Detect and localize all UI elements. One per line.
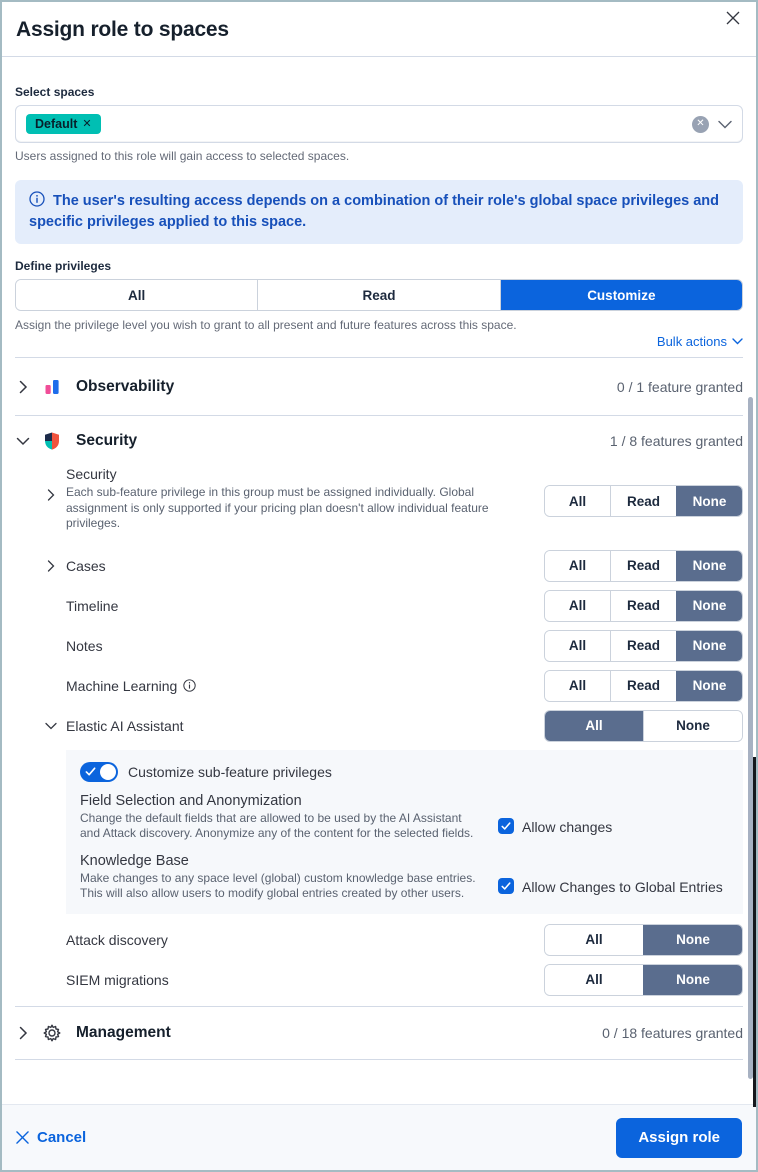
callout-text: The user's resulting access depends on a combination of their role's global space privileges and specific privileges applied to this space. — [29, 193, 720, 230]
cancel-button[interactable] — [16, 1129, 86, 1146]
all-button[interactable]: All — [545, 551, 610, 581]
privilege-help: Assign the privilege level you wish to grant to all present and future features across this space. — [15, 318, 517, 332]
feature-group-observability[interactable] — [15, 358, 743, 415]
define-privileges-label: Define privileges — [15, 259, 112, 273]
checkbox-label[interactable]: Allow Changes to Global Entries — [522, 878, 723, 895]
checkbox-checked-icon[interactable] — [498, 818, 514, 834]
feature-label-security: Security — [66, 466, 117, 482]
chevron-down-icon[interactable] — [15, 433, 31, 449]
subfeature-title: Knowledge Base — [80, 852, 189, 869]
feature-group-security[interactable] — [15, 416, 743, 466]
feature-label: Timeline — [66, 597, 119, 614]
space-badge-default[interactable] — [26, 114, 101, 135]
all-button[interactable]: All — [545, 591, 610, 621]
bulk-actions-row — [15, 334, 743, 349]
gear-icon — [42, 1023, 62, 1043]
space-badge-label: Default — [35, 116, 78, 131]
all-button[interactable]: All — [545, 965, 643, 995]
spaces-combobox[interactable] — [15, 105, 743, 143]
chevron-right-icon[interactable] — [43, 560, 59, 572]
feature-label-text: Machine Learning — [66, 677, 178, 694]
feature-row-cases — [15, 550, 743, 582]
security-icon — [42, 431, 62, 451]
granted-count: 0 / 18 features granted — [602, 1024, 743, 1041]
observability-icon — [42, 377, 62, 397]
remove-space-icon[interactable]: ✕ — [82, 117, 92, 130]
close-icon — [16, 1131, 29, 1144]
read-button[interactable]: Read — [610, 631, 676, 661]
feature-row-timeline — [15, 590, 743, 622]
modal-footer — [2, 1104, 756, 1170]
cases-privilege-group — [544, 550, 743, 582]
all-button[interactable]: All — [545, 631, 610, 661]
checkbox-checked-icon[interactable] — [498, 878, 514, 894]
all-button[interactable]: All — [545, 671, 610, 701]
feature-description: Each sub-feature privilege in this group must be assigned individually. Global assignment is only supported if your pricing plan doesn't allow individual feature privileges. — [66, 485, 489, 530]
info-icon — [29, 191, 45, 207]
none-button[interactable]: None — [643, 925, 742, 955]
siem-migrations-privilege-group — [544, 964, 743, 996]
feature-label: Elastic AI Assistant — [66, 717, 184, 734]
read-button[interactable]: Read — [610, 551, 676, 581]
read-button[interactable]: Read — [610, 671, 676, 701]
page-title: Assign role to spaces — [16, 18, 229, 41]
timeline-privilege-group — [544, 590, 743, 622]
bulk-actions-button[interactable] — [657, 334, 743, 349]
cancel-label: Cancel — [37, 1129, 87, 1146]
all-button[interactable]: All — [545, 925, 643, 955]
privilege-customize-button[interactable]: Customize — [500, 280, 742, 310]
toggle-knob — [100, 764, 116, 780]
toggle-label: Customize sub-feature privileges — [128, 763, 332, 780]
chevron-down-icon[interactable] — [43, 722, 59, 730]
none-button[interactable]: None — [676, 551, 742, 581]
ml-privilege-group — [544, 670, 743, 702]
all-button[interactable]: All — [545, 711, 643, 741]
none-button[interactable]: None — [643, 711, 742, 741]
privilege-level-group — [15, 279, 743, 311]
sub-feature-panel — [66, 750, 743, 914]
assign-role-button[interactable]: Assign role — [616, 1118, 742, 1158]
feature-row-siem-migrations — [15, 964, 743, 996]
divider — [15, 1059, 743, 1060]
bulk-actions-label: Bulk actions — [656, 334, 727, 349]
page-scrollbar-thumb[interactable] — [753, 757, 756, 1107]
attack-discovery-privilege-group — [544, 924, 743, 956]
customize-subfeature-toggle[interactable] — [80, 762, 118, 782]
group-title: Management — [76, 1023, 171, 1041]
info-icon[interactable] — [183, 679, 196, 692]
privilege-all-button[interactable]: All — [16, 280, 257, 310]
access-info-callout — [15, 180, 743, 244]
feature-label: Attack discovery — [66, 931, 168, 948]
modal-header — [2, 2, 756, 57]
group-title: Security — [76, 432, 138, 449]
ai-assistant-privilege-group — [544, 710, 743, 742]
feature-label — [66, 678, 196, 694]
none-button[interactable]: None — [676, 486, 742, 516]
feature-row-notes — [15, 630, 743, 662]
subfeature-block-field-selection — [80, 811, 727, 842]
feature-row-machine-learning — [15, 670, 743, 702]
group-title: Observability — [76, 377, 175, 395]
read-button[interactable]: Read — [610, 591, 676, 621]
subfeature-description: Make changes to any space level (global) custom knowledge base entries. This will also allow users to modify global entries created by other users. — [80, 870, 476, 900]
notes-privilege-group — [544, 630, 743, 662]
close-icon[interactable] — [724, 9, 742, 27]
none-button[interactable]: None — [676, 631, 742, 661]
feature-label: Cases — [66, 557, 106, 574]
granted-count: 1 / 8 features granted — [609, 433, 743, 449]
read-button[interactable]: Read — [610, 486, 676, 516]
chevron-right-icon[interactable] — [15, 1025, 31, 1041]
privilege-read-button[interactable]: Read — [257, 280, 499, 310]
allow-global-entries-checkbox-row — [498, 871, 723, 902]
feature-row-security — [15, 485, 743, 532]
feature-label: SIEM migrations — [66, 971, 169, 988]
checkbox-label[interactable]: Allow changes — [522, 818, 613, 835]
select-spaces-help: Users assigned to this role will gain access to selected spaces. — [15, 149, 350, 163]
feature-row-elastic-ai-assistant — [15, 710, 743, 742]
chevron-right-icon[interactable] — [15, 379, 31, 395]
feature-group-management[interactable] — [15, 1007, 743, 1059]
feature-label: Notes — [66, 637, 103, 654]
allow-changes-checkbox-row — [498, 811, 612, 842]
chevron-right-icon[interactable] — [43, 485, 59, 532]
clear-selection-icon[interactable]: ✕ — [692, 116, 709, 133]
feature-row-attack-discovery — [15, 924, 743, 956]
select-spaces-label: Select spaces — [15, 85, 95, 99]
subfeature-block-knowledge-base — [80, 871, 727, 902]
subfeature-title: Field Selection and Anonymization — [80, 792, 302, 809]
chevron-down-icon[interactable] — [718, 120, 732, 129]
all-button[interactable]: All — [545, 486, 610, 516]
none-button[interactable]: None — [676, 591, 742, 621]
none-button[interactable]: None — [676, 671, 742, 701]
check-icon — [85, 766, 96, 777]
granted-count: 0 / 1 feature granted — [616, 378, 743, 395]
modal-body — [2, 57, 756, 1104]
security-privilege-group — [544, 485, 743, 517]
customize-subfeature-row — [80, 762, 727, 782]
none-button[interactable]: None — [643, 965, 742, 995]
security-feature-table — [15, 466, 743, 996]
subfeature-description: Change the default fields that are allowed to be used by the AI Assistant and Attack discovery. Anonymize any of the content for the selected fields. — [80, 810, 474, 840]
chevron-down-icon — [732, 338, 743, 345]
